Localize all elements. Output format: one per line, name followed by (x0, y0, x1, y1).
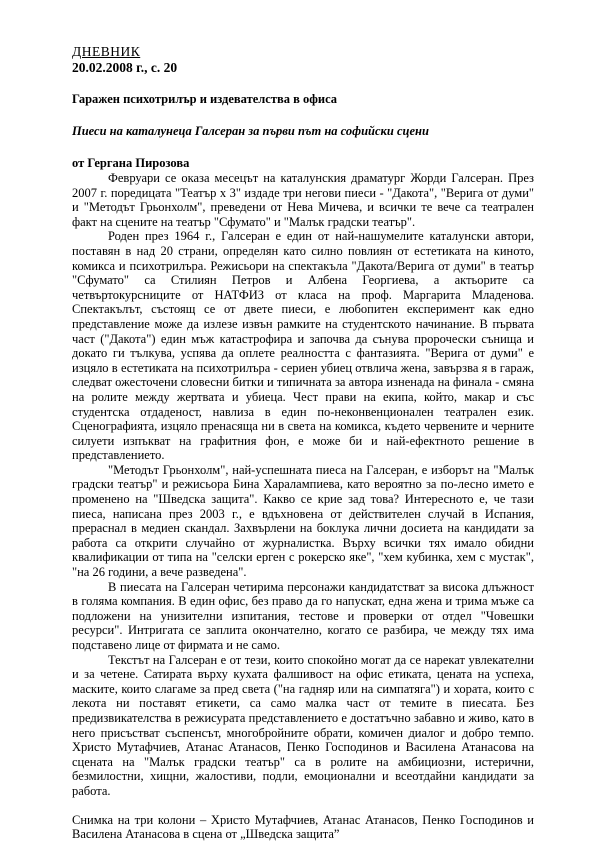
paragraph: Текстът на Галсеран е от тези, които спокойно могат да се нарекат увлекателни и за четене. Сатирата върху кухата фалшивост на офис етиката, цената на успеха, маските, които слагаме за пред света ("на гадняр или на симпатяга") и хората, които с лекота ни поставят етикети, са само малка част от темите в пиесата. Без предизвикателства в режисурата представлението е достатъчно забавно и живо, като в него присъстват съспенсът, многобройните обрати, комичен диалог и добро темпо. Христо Мутафчиев, Атанас Атанасов, Пенко Господинов и Василена Атанасова на сцената на "Малък градски театър" са в ролите на амбициозни, истерични, безмилостни, хищни, жалостиви, подли, емоционални и всеотдайни кандидати за работа. (72, 652, 534, 798)
article-page (72, 44, 534, 842)
article-headline: Гаражен психотрилър и издевателства в офиса (72, 92, 338, 106)
publication-name: ДНЕВНИК (72, 44, 141, 59)
paragraph: "Методът Грьонхолм", най-успешната пиеса на Галсеран, е изборът на "Малък градски театър" и режисьора Бина Харалампиева, като вероятно за по-лесно името е променено на "Шведска защита". Какво се крие зад това? Интересното е, че тази пиеса, написана през 2003 г., е вдъхновена от действителен случай в Испания, прераснал в медиен скандал. Захвърлени на боклука лични досиета на кандидати за работа са открити случайно от журналистка. Върху всички тях имало обидни квалификации от типа на "селски ерген с рокерско яке", "хем кубинка, хем с мустак", "на 26 години, а вече разведена". (72, 462, 534, 580)
article-body (72, 171, 534, 799)
article-byline: от Гергана Пирозова (72, 156, 190, 170)
article-subheadline: Пиеси на каталунеца Галсеран за първи път на софийски сцени (72, 124, 429, 138)
dateline: 20.02.2008 г., с. 20 (72, 60, 178, 75)
photo-caption: Снимка на три колони – Христо Мутафчиев, Атанас Атанасов, Пенко Господинов и Василена Атанасова в сцена от „Шведска защита” (72, 812, 534, 842)
paragraph: Роден през 1964 г., Галсеран е един от най-нашумелите каталунски автори, поставян в над 20 страни, определян като силно повлиян от естетиката на киното, комикса и психотрилъра. Режисьори на спектакъла "Дакота/Верига от думи" в театър "Сфумато" са Стилиян Петров и Албена Георгиева, а актьорите са четвъртокурсниците от НАТФИЗ от класа на проф. Маргарита Младенова. Спектакълът, състоящ се от двете пиеси, е любопитен експеримент как едно представление може да излезе извън рамките на студентското начинание. В първата част ("Дакота") един мъж катастрофира и започва да сънува пророчески сънища и докато ги тълкува, успява да оплете реалността с фантазията. "Верига от думи" е изцяло в естетиката на психотрилъра - сериен убиец отвлича жена, завързва я в гараж, следват ожесточени словесни битки и типичната за автора изненада на финала - смяна на ролите между жертвата и убиеца. Чест прави на екипа, който, макар и със студентска отдаденост, навлиза в един по-неконвенционален театрален език. Сценографията, изцяло пренасяща ни в света на комикса, където червените и черните силуети изпъкват на графитния фон, е може би и най-ефектното решение в представлението. (72, 229, 534, 463)
masthead (72, 44, 534, 76)
paragraph: Февруари се оказа месецът на каталунския драматург Жорди Галсеран. През 2007 г. поредицата "Театър х 3" издаде три негови пиеси - "Дакота", "Верига от думи" и "Методът Грьонхолм", преведени от Нева Мичева, и всички те вече са театрален факт на сцените на театър "Сфумато" и "Малък градски театър". (72, 171, 534, 229)
paragraph: В пиесата на Галсеран четирима персонажи кандидатстват за висока длъжност в голяма компания. В един офис, без право да го напускат, една жена и трима мъже са подложени на унизителни изпитания, тестове и проверки от отдел "Човешки ресурси". Интригата се заплита окончателно, когато се разбира, че между тях има подставено лице от фирмата и не само. (72, 579, 534, 652)
